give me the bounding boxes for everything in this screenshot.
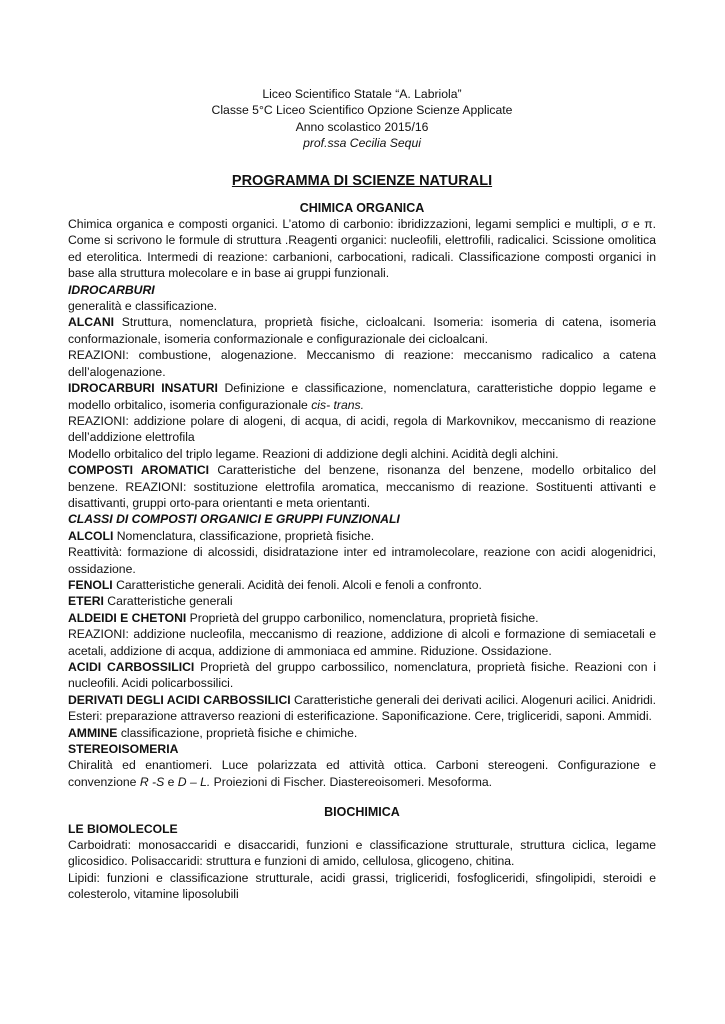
school-year: Anno scolastico 2015/16 (295, 119, 429, 134)
aromatici-paragraph (68, 462, 656, 511)
insaturi-label: IDROCARBURI INSATURI (68, 381, 218, 396)
class-info: Classe 5°C Liceo Scientifico Opzione Scienze Applicate (211, 103, 513, 118)
eteri-text: Caratteristiche generali (103, 594, 233, 609)
alcani-text: Struttura, nomenclatura, proprietà fisiche, cicloalcani. Isomeria: isomeria di catena, isomeria conformazionale, isomeria conformazionale e configurazionale dei cicloalcani. (68, 315, 656, 346)
aldeidi-text: Proprietà del gruppo carbonilico, nomenclatura, proprietà fisiche. (186, 610, 539, 625)
acidi-label: ACIDI CARBOSSILICI (68, 660, 195, 674)
chiralita-rs: R -S (139, 774, 165, 789)
ammine-text: classificazione, proprietà fisiche e chimiche. (117, 725, 358, 740)
insaturi-text: Definizione e classificazione, nomenclatura, caratteristiche doppio legame e modello orbitalico, isomeria configurazionale (68, 381, 656, 412)
alcoli-text: Nomenclatura, classificazione, proprietà fisiche. (113, 528, 375, 543)
ammine-paragraph (68, 725, 656, 741)
stereoisomeria-heading: STEREOISOMERIA (68, 742, 179, 757)
alcani-label: ALCANI (68, 315, 115, 330)
insaturi-italic: cis- trans. (311, 397, 365, 412)
fenoli-label: FENOLI (68, 577, 113, 592)
fenoli-paragraph (68, 577, 656, 593)
aromatici-text: Caratteristiche del benzene, risonanza del benzene, modello orbitalico del benzene. REAZIONI: sostituzione elettrofila aromatica, meccanismo di reazione. Sostituenti attivanti e disattivanti, gruppi orto-para orientanti e meta orientanti. (68, 463, 657, 510)
idrocarburi-text: generalità e classificazione. (68, 299, 218, 314)
aldeidi-label: ALDEIDI E CHETONI (68, 610, 187, 625)
acidi-paragraph (68, 659, 656, 692)
chiralita-text-1: Chiralità ed enantiomeri. Luce polarizzata ed attività ottica. Carboni stereogeni. Configurazione e convenzione (68, 758, 656, 789)
insaturi-reazioni: REAZIONI: addizione polare di alogeni, di acqua, di acidi, regola di Markovnikov, meccanismo di reazione dell’addizione elettrofila (68, 413, 656, 445)
derivati-text: Caratteristiche generali dei derivati acilici. Alogenuri acilici. Anidridi. Esteri: preparazione attraverso reazioni di esterificazione. Saponificazione. Cere, trigliceridi, saponi. Ammidi. (68, 692, 656, 724)
idrocarburi-heading: IDROCARBURI (68, 282, 155, 297)
derivati-label: DERIVATI DEGLI ACIDI CARBOSSILICI (68, 692, 291, 707)
biomolecole-heading: LE BIOMOLECOLE (68, 821, 178, 836)
chimica-intro: Chimica organica e composti organici. L’atomo di carbonio: ibridizzazioni, legami semplici e multipli, σ e π. Come si scrivono le formule di struttura .Reagenti organici: nucleofili, elettrofili, radicalici. Scissione omolitica ed eterolitica. Intermedi di reazione: carbanioni, carbocationi, radicali. Classificazione composti organici in base alla struttura molecolare e in base ai gruppi funzionali. (68, 217, 656, 281)
alcani-paragraph (68, 314, 656, 347)
alcoli-paragraph (68, 528, 656, 544)
chiralita-and: e (164, 774, 178, 789)
carboidrati-paragraph: Carboidrati: monosaccaridi e disaccaridi, funzioni e classificazione strutturale, struttura ciclica, legame glicosidico. Polisaccaridi: struttura e funzioni di amido, cellulosa, glicogeno, chitina. (68, 838, 656, 869)
eteri-paragraph (68, 593, 656, 609)
derivati-paragraph (68, 692, 656, 725)
reattivita-paragraph: Reattività: formazione di alcossidi, disidratazione inter ed intramolecolare, reazione con acidi alogenidrici, ossidazione. (68, 545, 656, 576)
page-title: PROGRAMMA DI SCIENZE NATURALI (231, 172, 493, 189)
ammine-label: AMMINE (68, 725, 118, 740)
acidi-text: Proprietà del gruppo carbossilico, nomenclatura, proprietà fisiche. Reazioni con i nucleofili. Acidi policarbossilici. (68, 660, 656, 691)
insaturi-paragraph (68, 380, 656, 413)
alcani-reazioni: REAZIONI: combustione, alogenazione. Meccanismo di reazione: meccanismo radicalico a catena dell’alogenazione. (68, 348, 656, 379)
chiralita-paragraph (68, 757, 656, 790)
lipidi-paragraph: Lipidi: funzioni e classificazione strutturale, acidi grassi, trigliceridi, fosfogliceridi, sfingolipidi, steroidi e colesterolo, vitamine liposolubili (68, 870, 656, 902)
triplo-legame: Modello orbitalico del triplo legame. Reazioni di addizione degli alchini. Acidità degli alchini. (68, 446, 559, 461)
alcoli-label: ALCOLI (68, 528, 114, 543)
aromatici-label: COMPOSTI AROMATICI (68, 463, 210, 478)
chiralita-text-2: Proiezioni di Fischer. Diastereoisomeri. Mesoforma. (210, 774, 493, 789)
chiralita-dl: D – L. (177, 774, 211, 789)
classi-heading: CLASSI DI COMPOSTI ORGANICI E GRUPPI FUNZIONALI (68, 512, 400, 527)
eteri-label: ETERI (68, 594, 104, 609)
teacher-name: prof.ssa Cecilia Sequi (303, 136, 421, 151)
fenoli-text: Caratteristiche generali. Acidità dei fenoli. Alcoli e fenoli a confronto. (112, 577, 482, 592)
section-title-chimica: CHIMICA ORGANICA (299, 200, 425, 215)
document-header (68, 86, 656, 152)
section-title-biochimica: BIOCHIMICA (324, 805, 400, 820)
school-name: Liceo Scientifico Statale “A. Labriola” (262, 87, 462, 101)
aldeidi-paragraph (68, 610, 656, 626)
aldeidi-reazioni: REAZIONI: addizione nucleofila, meccanismo di reazione, addizione di alcoli e formazione di semiacetali e acetali, addizione di acqua, addizione di ammoniaca ed ammine. Riduzione. Ossidazione. (68, 627, 656, 658)
